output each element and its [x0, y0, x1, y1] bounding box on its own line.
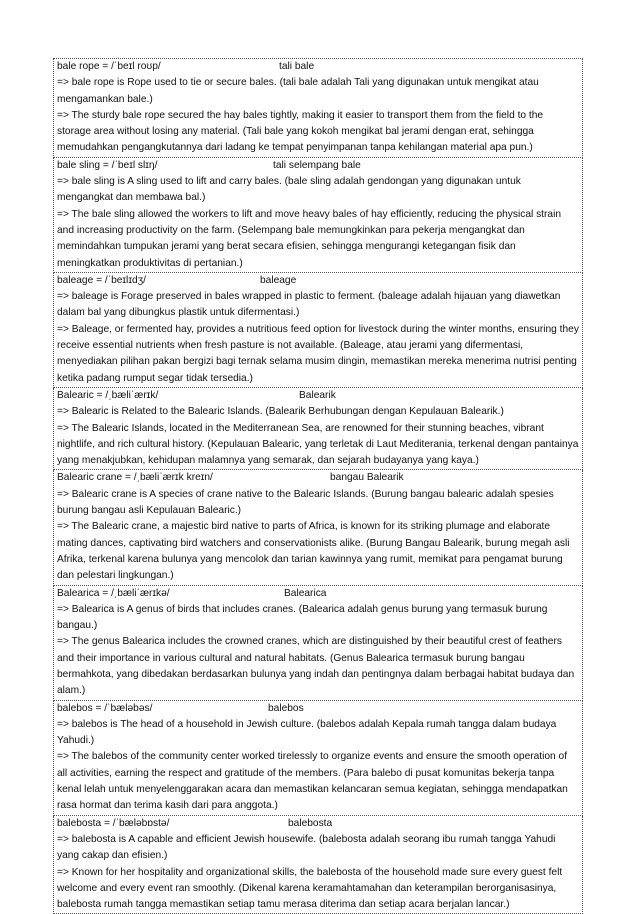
entry-term: baleage = /ˈbeɪlɪdʒ/	[57, 274, 146, 286]
entry-definition: => Balearica is A genus of birds that includes cranes. (Balearica adalah genus burung yang termasuk burung bangau.)	[57, 603, 548, 632]
entry-headline	[57, 470, 579, 486]
entry-example: => The genus Balearica includes the crowned cranes, which are distinguished by their beautiful crest of feathers and their importance in various cultural and natural habitats. (Genus Balearica termasuk burung bangau bermahkota, yang dibedakan berdasarkan bulunya yang indah dan pentingnya dalam berbagai habitat budaya dan alam.)	[57, 636, 575, 697]
dictionary-page	[53, 58, 583, 914]
entry-bale-rope	[53, 58, 583, 158]
entry-term: bale sling = /ˈbeɪl slɪŋ/	[57, 159, 158, 171]
entry-definition: => bale rope is Rope used to tie or secure bales. (tali bale adalah Tali yang digunakan untuk mengikat atau mengamankan bale.)	[57, 77, 539, 105]
entry-translation: tali bale	[279, 61, 315, 72]
entry-balearica	[53, 586, 583, 701]
entry-baleage	[53, 273, 583, 388]
entry-example: => The balebos of the community center worked tirelessly to organize events and ensure the smooth operation of all activities, earning the respect and gratitude of the members. (Para balebo di pusat komunitas bekerja tanpa kenal lelah untuk menyelenggarakan acara dan memastikan kelancaran semua kegiatan, sehingga mendapatkan rasa hormat dan terima kasih dari para anggota.)	[57, 751, 568, 812]
entry-translation: balebos	[268, 702, 304, 714]
entry-balebos	[53, 701, 583, 816]
entry-translation: Balearik	[299, 389, 336, 401]
entry-headline	[57, 701, 579, 717]
entry-example: => The sturdy bale rope secured the hay bales tightly, making it easier to transport them from the field to the storage area without losing any material. (Tali bale yang kokoh mengikat bal jerami dengan erat, sehingga memudahkan pengangkutannya dari ladang ke tempat penyimpanan tanpa kehilangan material apa pun.)	[57, 109, 544, 154]
entry-definition: => Balearic crane is A species of crane native to the Balearic Islands. (Burung bangau balearic adalah spesies burung bangau asli Kepulauan Balearic.)	[57, 488, 554, 517]
entry-term: bale rope = /ˈbeɪl roʊp/	[57, 61, 161, 72]
entry-term: balebos = /ˈbæləbəs/	[57, 702, 153, 714]
entry-headline	[57, 816, 579, 832]
entry-example: => The Balearic Islands, located in the Mediterranean Sea, are renowned for their stunning beaches, vibrant nightlife, and rich cultural history. (Kepulauan Balearic, yang terletak di Laut Mediterania, terkenal dengan pantainya yang menakjubkan, kehidupan malamnya yang semarak, dan sejarah budayanya yang kaya.)	[57, 422, 579, 467]
entry-balearic-crane	[53, 470, 583, 585]
entry-translation: baleage	[260, 274, 297, 286]
entry-translation: tali selempang bale	[273, 159, 361, 171]
entry-term: Balearic crane = /ˌbæliˈærɪk kreɪn/	[57, 472, 213, 484]
entry-definition: => balebos is The head of a household in Jewish culture. (balebos adalah Kepala rumah tangga dalam budaya Yahudi.)	[57, 718, 557, 747]
entry-translation: bangau Balearik	[330, 472, 404, 484]
entry-example: => Known for her hospitality and organizational skills, the balebosta of the household made sure every guest felt welcome and every event ran smoothly. (Dikenal karena keramahtamahan dan keterampilan berorganisasinya, balebosta rumah tangga memastikan setiap tamu merasa diterima dan setiap acara berjalan lancar.)	[57, 866, 563, 911]
entry-bale-sling	[53, 158, 583, 273]
entry-balebosta	[53, 816, 583, 914]
entry-headline	[57, 586, 579, 602]
entry-headline	[57, 158, 579, 174]
entry-term: balebosta = /ˈbæləbɒstə/	[57, 817, 170, 829]
entry-term: Balearica = /ˌbæliˈærɪkə/	[57, 587, 170, 599]
entry-definition: => baleage is Forage preserved in bales wrapped in plastic to ferment. (baleage adalah hijauan yang diawetkan dalam bal yang dibungkus plastik untuk difermentasi.)	[57, 291, 561, 319]
entry-headline	[57, 388, 579, 404]
entry-example: => The bale sling allowed the workers to lift and move heavy bales of hay efficiently, reducing the physical strain and increasing productivity on the farm. (Selempang bale memungkinkan para pekerja mengangkat dan memindahkan tumpukan jerami yang berat secara efisien, sehingga mengurangi ketegangan fisik dan meningkatkan produktivitas di pertanian.)	[57, 208, 561, 269]
entry-example: => Baleage, or fermented hay, provides a nutritious feed option for livestock during the winter months, ensuring they receive essential nutrients when fresh pasture is not available. (Baleage, atau jerami yang difermentasi, menyediakan pilihan pakan bergizi bagi ternak selama musim dingin, memastikan mereka menerima nutrisi penting ketika padang rumput segar tidak tersedia.)	[57, 323, 579, 384]
entry-definition: => bale sling is A sling used to lift and carry bales. (bale sling adalah gendongan yang digunakan untuk mengangkat dan membawa bal.)	[57, 176, 521, 204]
entry-headline	[57, 273, 579, 289]
entry-translation: Balearica	[284, 587, 327, 599]
entry-example: => The Balearic crane, a majestic bird native to parts of Africa, is known for its striking plumage and elaborate mating dances, captivating bird watchers and conservationists alike. (Burung Bangau Balearik, burung megah asli Afrika, terkenal karena bulunya yang mencolok dan tarian kawinnya yang rumit, memikat para pengamat burung dan pelestari lingkungan.)	[57, 521, 570, 582]
entry-term: Balearic = /ˌbæliˈærɪk/	[57, 389, 159, 401]
entry-definition: => balebosta is A capable and efficient Jewish housewife. (balebosta adalah seorang ibu rumah tangga Yahudi yang cakap dan efisien.)	[57, 833, 556, 862]
entry-headline	[57, 59, 579, 75]
entry-definition: => Balearic is Related to the Balearic Islands. (Balearik Berhubungan dengan Kepulauan Balearik.)	[57, 406, 504, 418]
entry-balearic	[53, 388, 583, 470]
entry-translation: balebosta	[288, 817, 333, 829]
